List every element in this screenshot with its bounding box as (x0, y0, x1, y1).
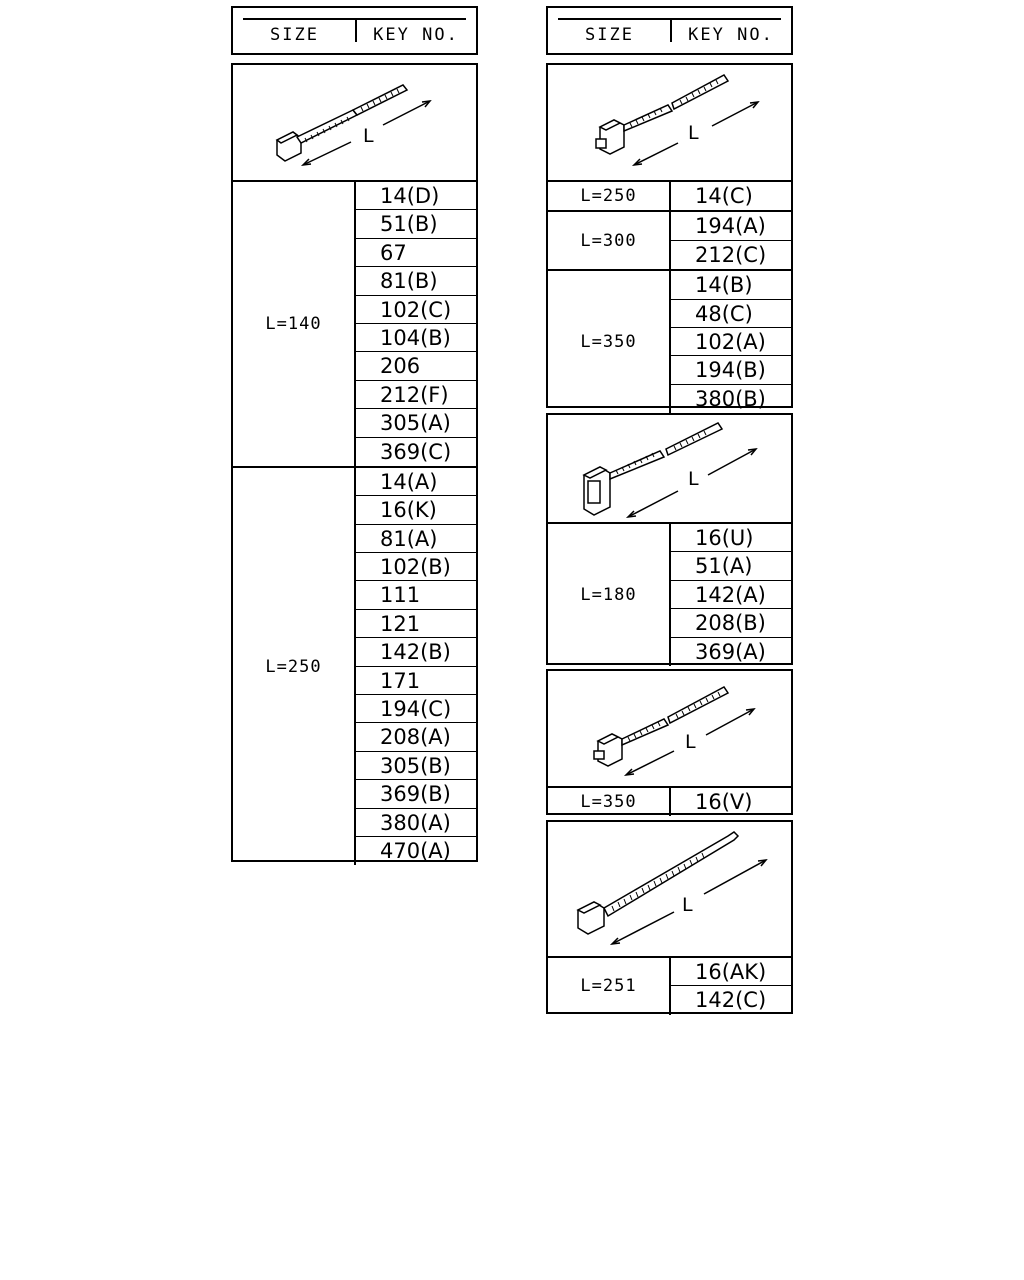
size-group (548, 958, 791, 1015)
key-number-cell: 81(B) (356, 267, 476, 295)
key-number-cell: 67 (356, 239, 476, 267)
key-number-cell: 48(C) (671, 300, 791, 328)
key-number-cell: 14(D) (356, 182, 476, 210)
key-list (356, 182, 476, 466)
key-number-cell: 212(F) (356, 381, 476, 409)
key-number-cell: 171 (356, 667, 476, 695)
size-cell: L=350 (548, 788, 671, 816)
key-number-cell: 142(B) (356, 638, 476, 666)
right-panel-1 (546, 63, 793, 411)
size-cell: L=250 (548, 182, 671, 210)
size-group (548, 271, 791, 413)
key-number-cell: 142(A) (671, 581, 791, 609)
key-number-cell: 102(B) (356, 553, 476, 581)
key-list (671, 788, 791, 816)
key-number-cell: 16(V) (695, 790, 753, 814)
right-panel-4 (546, 820, 793, 1014)
cable-tie-illustration (548, 671, 791, 788)
key-list (671, 182, 791, 210)
key-number-cell: 14(B) (671, 271, 791, 299)
size-group (548, 182, 791, 212)
right-panel-3 (546, 669, 793, 815)
cable-tie-illustration (548, 415, 791, 524)
key-number-cell: 369(A) (695, 639, 766, 664)
size-cell: L=300 (548, 212, 671, 269)
left-header (231, 6, 478, 55)
right-header (546, 6, 793, 55)
key-number-cell: 51(A) (671, 552, 791, 580)
size-cell: L=180 (548, 524, 671, 666)
key-number-cell: 470(A) (380, 838, 451, 863)
key-number-cell: 305(B) (356, 752, 476, 780)
dimension-label: L (682, 894, 693, 916)
key-no-column-header: KEY NO. (688, 24, 774, 45)
dimension-label: L (685, 731, 696, 753)
key-number-cell: 111 (356, 581, 476, 609)
key-number-cell: 16(K) (356, 496, 476, 524)
key-number-cell: 102(C) (356, 296, 476, 324)
key-number-cell: 194(A) (671, 212, 791, 240)
key-list (671, 958, 791, 1015)
key-number-cell: 16(AK) (671, 958, 791, 986)
key-list (671, 524, 791, 666)
key-number-cell: 208(A) (356, 723, 476, 751)
key-number-cell: 194(B) (671, 356, 791, 384)
key-number-cell: 16(U) (671, 524, 791, 552)
size-group (233, 182, 476, 468)
size-group (233, 468, 476, 865)
cable-tie-illustration (548, 65, 791, 182)
size-cell: L=140 (233, 182, 356, 466)
key-number-cell: 142(C) (695, 988, 767, 1013)
key-number-cell: 212(C) (695, 242, 767, 267)
key-list (671, 212, 791, 269)
left-cable-tie-panel (231, 63, 478, 862)
key-number-cell: 380(A) (356, 809, 476, 837)
size-cell: L=350 (548, 271, 671, 413)
key-number-cell: 14(C) (695, 184, 753, 208)
key-number-cell: 14(A) (356, 468, 476, 496)
key-number-cell: 81(A) (356, 525, 476, 553)
size-column-header: SIZE (585, 24, 634, 45)
dimension-label: L (363, 125, 374, 147)
key-no-column-header: KEY NO. (373, 24, 459, 45)
dimension-label: L (688, 468, 699, 490)
size-group (548, 788, 791, 816)
key-number-cell: 305(A) (356, 409, 476, 437)
key-number-cell: 369(C) (380, 439, 452, 464)
size-column-header: SIZE (270, 24, 319, 45)
key-number-cell: 369(B) (356, 780, 476, 808)
key-list (356, 468, 476, 865)
key-number-cell: 380(B) (695, 386, 766, 411)
dimension-label: L (688, 122, 699, 144)
right-panel-2 (546, 413, 793, 665)
key-number-cell: 121 (356, 610, 476, 638)
size-cell: L=250 (233, 468, 356, 865)
key-list (671, 271, 791, 413)
key-number-cell: 102(A) (671, 328, 791, 356)
cable-tie-illustration (548, 822, 791, 958)
size-cell: L=251 (548, 958, 671, 1015)
size-group (548, 524, 791, 666)
key-number-cell: 206 (356, 352, 476, 380)
size-group (548, 212, 791, 271)
cable-tie-illustration (233, 65, 476, 182)
key-number-cell: 51(B) (356, 210, 476, 238)
key-number-cell: 208(B) (671, 609, 791, 637)
key-number-cell: 104(B) (356, 324, 476, 352)
key-number-cell: 194(C) (356, 695, 476, 723)
